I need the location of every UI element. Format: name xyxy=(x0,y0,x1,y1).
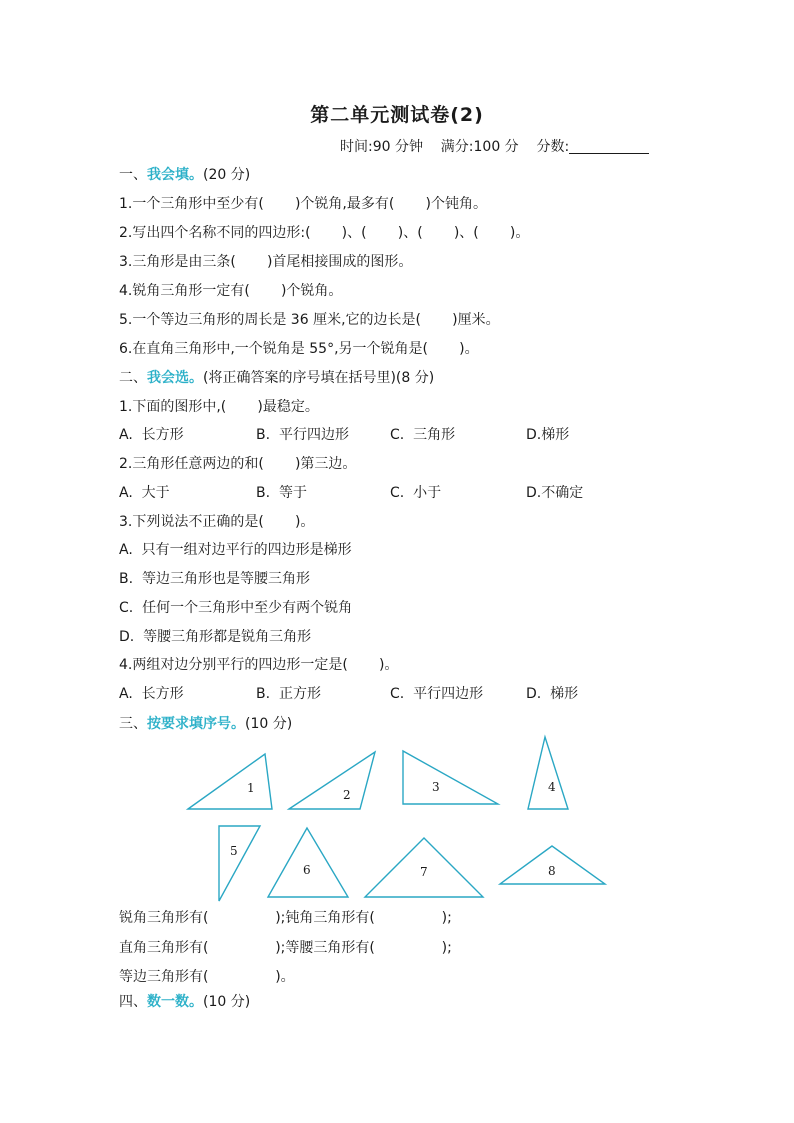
page-title: 第二单元测试卷(2) xyxy=(310,104,484,126)
s1-question-5: 5.一个等边三角形的周长是 36 厘米,它的边长是( )厘米。 xyxy=(119,312,500,328)
s2-question-3: 3.下列说法不正确的是( )。 xyxy=(119,514,315,530)
section-4-heading: 四、数一数。(10 分) xyxy=(119,994,251,1010)
triangle-2-label: 2 xyxy=(343,788,351,802)
triangle-6-label: 6 xyxy=(303,863,311,877)
section-2-heading: 二、我会选。(将正确答案的序号填在括号里)(8 分) xyxy=(119,370,435,386)
s1-question-1: 1.一个三角形中至少有( )个锐角,最多有( )个钝角。 xyxy=(119,196,487,212)
triangle-3-label: 3 xyxy=(432,780,440,794)
s2-question-4: 4.两组对边分别平行的四边形一定是( )。 xyxy=(119,657,399,673)
s1-question-4: 4.锐角三角形一定有( )个锐角。 xyxy=(119,283,343,299)
triangle-8-label: 8 xyxy=(548,864,556,878)
section-3-heading: 三、按要求填序号。(10 分) xyxy=(119,716,293,732)
triangle-3 xyxy=(403,751,498,804)
full-score-label: 满分:100 分 xyxy=(440,139,519,155)
section-1-heading: 一、我会填。(20 分) xyxy=(119,167,251,183)
s2-q3-option-c[interactable]: C. 任何一个三角形中至少有两个锐角 xyxy=(119,600,353,616)
s2-q1-option-a[interactable]: A. 长方形 xyxy=(119,427,184,443)
s2-q3-option-a[interactable]: A. 只有一组对边平行的四边形是梯形 xyxy=(119,542,352,558)
triangle-5 xyxy=(219,826,260,901)
s2-q4-option-d[interactable]: D. 梯形 xyxy=(526,686,579,702)
s2-q1-option-c[interactable]: C. 三角形 xyxy=(390,427,456,443)
s2-q4-option-a[interactable]: A. 长方形 xyxy=(119,686,184,702)
s2-q4-option-c[interactable]: C. 平行四边形 xyxy=(390,686,484,702)
s2-q1-option-b[interactable]: B. 平行四边形 xyxy=(256,427,349,443)
triangle-7-label: 7 xyxy=(420,865,428,879)
s1-question-3: 3.三角形是由三条( )首尾相接围成的图形。 xyxy=(119,254,413,270)
s2-q3-option-b[interactable]: B. 等边三角形也是等腰三角形 xyxy=(119,571,310,587)
s2-question-1: 1.下面的图形中,( )最稳定。 xyxy=(119,399,319,415)
triangle-4 xyxy=(528,737,568,809)
s2-q2-option-b[interactable]: B. 等于 xyxy=(256,485,307,501)
triangle-1-label: 1 xyxy=(247,781,255,795)
triangle-5-label: 5 xyxy=(230,844,238,858)
s2-q2-option-d[interactable]: D.不确定 xyxy=(526,485,584,501)
s2-q4-option-b[interactable]: B. 正方形 xyxy=(256,686,321,702)
s3-fill-3: 等边三角形有( )。 xyxy=(119,969,295,985)
triangle-1 xyxy=(188,754,272,809)
time-label: 时间:90 分钟 xyxy=(340,139,423,155)
s2-question-2: 2.三角形任意两边的和( )第三边。 xyxy=(119,456,357,472)
s1-question-6: 6.在直角三角形中,一个锐角是 55°,另一个锐角是( )。 xyxy=(119,341,479,357)
s2-q2-option-a[interactable]: A. 大于 xyxy=(119,485,170,501)
s3-fill-1: 锐角三角形有( );钝角三角形有( ); xyxy=(119,910,452,926)
triangle-4-label: 4 xyxy=(548,780,556,794)
triangle-2 xyxy=(289,752,375,809)
score-label: 分数: xyxy=(536,139,570,155)
s2-q1-option-d[interactable]: D.梯形 xyxy=(526,427,570,443)
s2-q3-option-d[interactable]: D. 等腰三角形都是锐角三角形 xyxy=(119,629,312,645)
s2-q2-option-c[interactable]: C. 小于 xyxy=(390,485,442,501)
s1-question-2: 2.写出四个名称不同的四边形:( )、( )、( )、( )。 xyxy=(119,225,530,241)
s3-fill-2: 直角三角形有( );等腰三角形有( ); xyxy=(119,940,452,956)
